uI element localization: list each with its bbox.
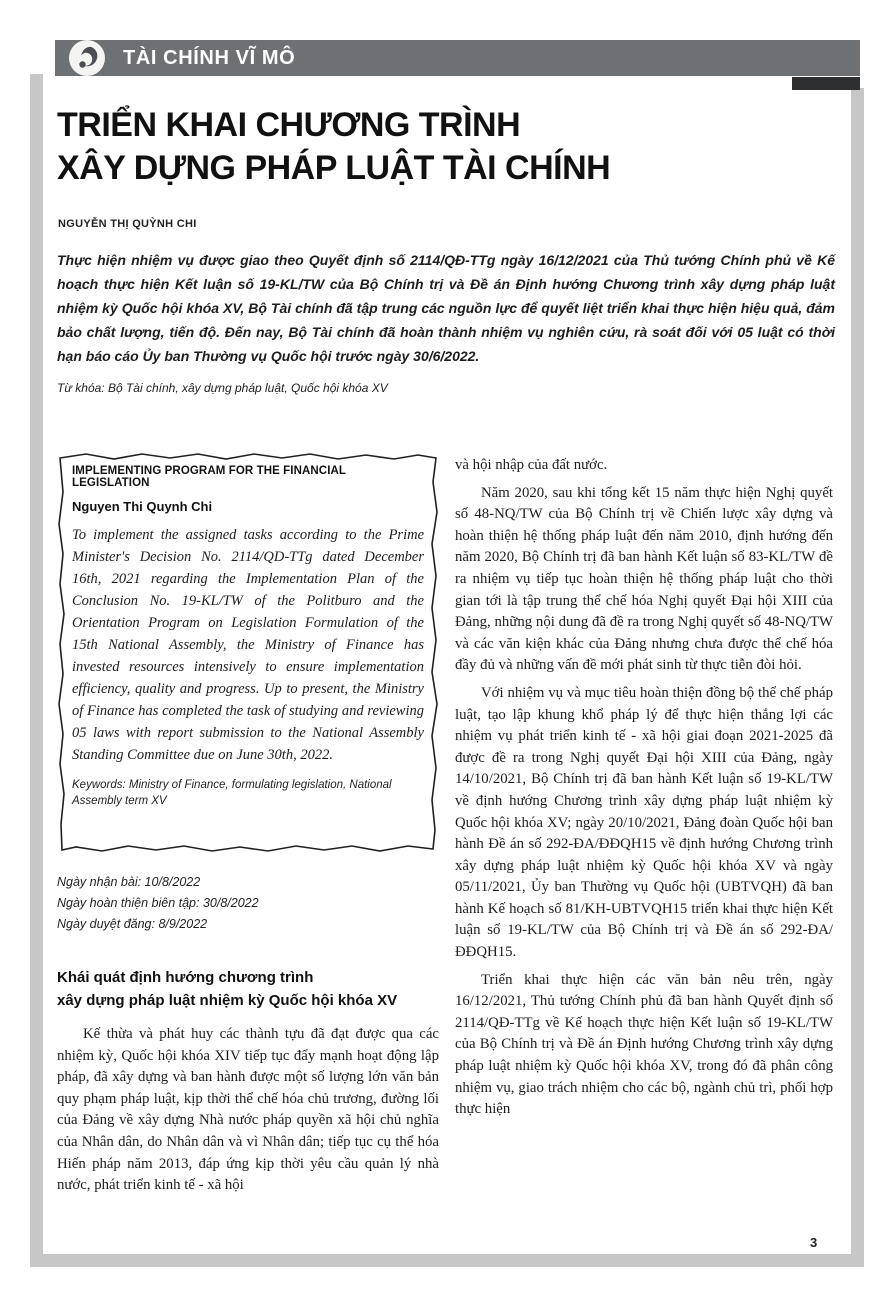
page-number: 3	[810, 1235, 818, 1250]
english-abstract-content	[72, 465, 424, 809]
date-published: Ngày duyệt đăng: 8/9/2022	[57, 917, 208, 931]
article-title	[57, 104, 817, 190]
left-column	[57, 1024, 439, 1197]
body-paragraph: Năm 2020, sau khi tổng kết 15 năm thực hiện Nghị quyết số 48-NQ/TW của Bộ Chính trị về Chiến lược xây dựng và hoàn thiện hệ thống pháp luật đến năm 2010, định hướng đến năm 2020, Bộ Chính trị đã ban hành Kết luận số 83-KL/TW đề ra nhiệm vụ tiếp tục hoàn thiện hệ thống pháp luật cho thời gian tới là tập trung thể chế hóa Nghị quyết Đại hội XIII của Đảng, những nội dung đã đề ra trong Nghị quyết số 48-NQ/TW và các văn kiện khác của Đảng nhưng chưa được thể chế hóa đầy đủ và những vấn đề mới phát sinh từ thực tiễn đòi hỏi.	[455, 484, 833, 674]
body-paragraph: Kế thừa và phát huy các thành tựu đã đạt được qua các nhiệm kỳ, Quốc hội khóa XIV tiếp tục đẩy mạnh hoạt động lập pháp, đã xây dựng và ban hành được một số lượng lớn văn bản quy phạm pháp luật, kịp thời thể chế hóa chủ trương, đường lối của Đảng về xây dựng Nhà nước pháp quyền xã hội chủ nghĩa của Nhân dân, do Nhân dân và vì Nhân dân; tiếp tục cụ thể hóa Hiến pháp năm 2013, đáp ứng kịp thời yêu cầu quản lý nhà nước, phát triển kinh tế - xã hội	[57, 1026, 439, 1194]
right-column	[455, 455, 833, 1127]
editorial-dates	[57, 872, 259, 935]
date-received: Ngày nhận bài: 10/8/2022	[57, 875, 201, 889]
date-revised: Ngày hoàn thiện biên tập: 30/8/2022	[57, 896, 259, 910]
article-abstract: Thực hiện nhiệm vụ được giao theo Quyết định số 2114/QĐ-TTg ngày 16/12/2021 của Thủ tướng Chính phủ về Kế hoạch thực hiện Kết luận số 19-KL/TW của Bộ Chính trị và Đề án Định hướng Chương trình xây dựng pháp luật nhiệm kỳ Quốc hội khóa XV, Bộ Tài chính đã tập trung các nguồn lực để quyết liệt triển khai thực hiện hiệu quả, đảm bảo chất lượng, tiến độ. Đến nay, Bộ Tài chính đã hoàn thành nhiệm vụ nghiên cứu, rà soát đối với 05 luật có thời hạn báo cáo Ủy ban Thường vụ Quốc hội trước ngày 30/6/2022.	[57, 252, 835, 364]
english-author: Nguyen Thi Quynh Chi	[72, 499, 213, 514]
journal-logo-icon	[67, 38, 107, 78]
page-frame-right	[851, 88, 864, 1267]
article-title-line-1: TRIỂN KHAI CHƯƠNG TRÌNH	[57, 106, 521, 144]
section-heading	[57, 966, 439, 1012]
article-title-line-2: XÂY DỰNG PHÁP LUẬT TÀI CHÍNH	[57, 149, 611, 187]
body-paragraph: Triển khai thực hiện các văn bản nêu trên, ngày 16/12/2021, Thủ tướng Chính phủ đã ban hành Quyết định số 2114/QĐ-TTg về Kế hoạch thực hiện Kết luận số 19-KL/TW của Bộ Chính trị và Đề án Định hướng Chương trình xây dựng pháp luật nhiệm kỳ Quốc hội khóa XV, trong đó đã phân công nhiệm vụ, giao trách nhiệm cho các bộ, ngành chủ trì, phối hợp thực hiện	[455, 971, 833, 1118]
section-header-bar	[55, 40, 860, 76]
english-keywords: Keywords: Ministry of Finance, formulating legislation, National Assembly term XV	[72, 779, 392, 807]
article-keywords: Từ khóa: Bộ Tài chính, xây dựng pháp luật, Quốc hội khóa XV	[57, 381, 388, 395]
section-heading-line-2: xây dựng pháp luật nhiệm kỳ Quốc hội khóa XV	[57, 992, 398, 1009]
corner-tab-decoration	[792, 77, 860, 90]
english-title: IMPLEMENTING PROGRAM FOR THE FINANCIAL LEGISLATION	[72, 465, 346, 489]
section-header-title: TÀI CHÍNH VĨ MÔ	[123, 47, 296, 69]
english-abstract-box	[56, 450, 440, 856]
page-frame-left	[30, 74, 43, 1267]
english-abstract-text: To implement the assigned tasks according to the Prime Minister's Decision No. 2114/QD-TTg dated December 16th, 2021 regarding the Implementation Plan of the Conclusion No. 19-KL/TW of the Politburo and the Orientation Program on Legislation Formulation of the 15th National Assembly, the Ministry of Finance has invested resources intensively to ensure implementation efficiency, quality and progress. Up to present, the Ministry of Finance has completed the task of studying and reviewing 05 laws with report submission to the National Assembly Standing Committee due on June 30th, 2022.	[72, 527, 424, 763]
body-paragraph: và hội nhập của đất nước.	[455, 457, 608, 473]
page-frame-bottom	[30, 1254, 864, 1267]
author-name: NGUYỄN THỊ QUỲNH CHI	[58, 218, 197, 230]
section-heading-line-1: Khái quát định hướng chương trình	[57, 969, 314, 986]
body-paragraph: Với nhiệm vụ và mục tiêu hoàn thiện đồng bộ thể chế pháp luật, tạo lập khung khổ pháp lý để thực hiện thắng lợi các nhiệm vụ phát triển kinh tế - xã hội giai đoạn 2021-2025 đã được đề ra trong Nghị quyết Đại hội XIII của Đảng, ngày 14/10/2021, Bộ Chính trị đã ban hành Kết luận số 19-KL/TW về định hướng Chương trình xây dựng pháp luật nhiệm kỳ Quốc hội khóa XV; ngày 20/10/2021, Đảng đoàn Quốc hội ban hành Đề án số 292-ĐA/ĐĐQH15 về định hướng Chương trình xây dựng pháp luật nhiệm kỳ Quốc hội khóa XV và ngày 05/11/2021, Ủy ban Thường vụ Quốc hội (UBTVQH) đã ban hành Kế hoạch số 81/KH-UBTVQH15 triển khai thực hiện Kết luận số 19-KL/TW của Bộ Chính trị và Đề án số 292-ĐA/ĐĐQH15.	[455, 684, 833, 961]
